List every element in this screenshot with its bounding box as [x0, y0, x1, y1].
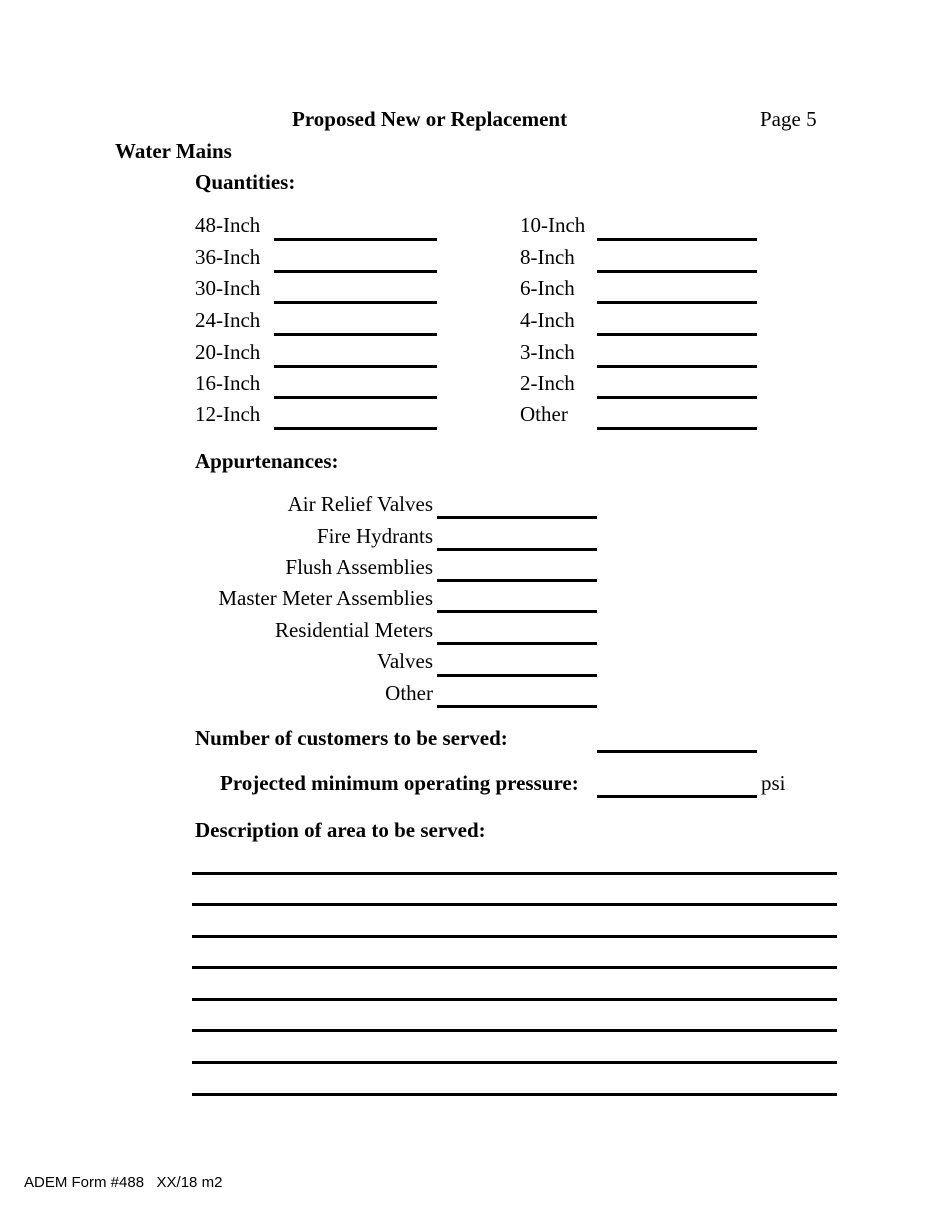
quantity-8-inch-field[interactable] [597, 270, 757, 273]
quantity-label: 48-Inch [195, 213, 261, 237]
pressure-unit: psi [761, 771, 786, 795]
quantity-label: 10-Inch [520, 213, 586, 237]
pressure-field[interactable] [597, 795, 757, 798]
appurtenance-label: Air Relief Valves [287, 492, 433, 516]
description-label: Description of area to be served: [195, 818, 486, 842]
quantity-label: 12-Inch [195, 402, 261, 426]
pressure-label: Projected minimum operating pressure: [220, 771, 579, 795]
appurtenance-label: Residential Meters [274, 618, 433, 642]
quantity-label: 3-Inch [520, 340, 575, 364]
quantity-30-inch-field[interactable] [274, 301, 437, 304]
quantity-label: Other [520, 402, 568, 426]
flush-assemblies-field[interactable] [437, 579, 597, 582]
quantity-label: 30-Inch [195, 276, 261, 300]
quantity-6-inch-field[interactable] [597, 301, 757, 304]
appurtenance-label: Master Meter Assemblies [218, 586, 433, 610]
description-line[interactable] [192, 998, 837, 1001]
page-title: Proposed New or Replacement [292, 107, 568, 131]
quantity-label: 20-Inch [195, 340, 261, 364]
appurtenance-label: Valves [377, 649, 433, 673]
appurtenance-label: Flush Assemblies [285, 555, 433, 579]
master-meter-assemblies-field[interactable] [437, 610, 597, 613]
quantity-20-inch-field[interactable] [274, 365, 437, 368]
residential-meters-field[interactable] [437, 642, 597, 645]
description-line[interactable] [192, 1061, 837, 1064]
appurtenance-label: Other [385, 681, 433, 705]
quantity-16-inch-field[interactable] [274, 396, 437, 399]
appurtenance-other-field[interactable] [437, 705, 597, 708]
quantity-48-inch-field[interactable] [274, 238, 437, 241]
description-line[interactable] [192, 1093, 837, 1096]
quantity-10-inch-field[interactable] [597, 238, 757, 241]
quantity-36-inch-field[interactable] [274, 270, 437, 273]
quantity-3-inch-field[interactable] [597, 365, 757, 368]
customers-label: Number of customers to be served: [195, 726, 508, 750]
appurtenance-label: Fire Hydrants [316, 524, 433, 548]
quantity-label: 2-Inch [520, 371, 575, 395]
section-title: Water Mains [115, 139, 232, 163]
quantity-4-inch-field[interactable] [597, 333, 757, 336]
quantity-other-field[interactable] [597, 427, 757, 430]
page-number: Page 5 [760, 107, 817, 131]
quantity-label: 6-Inch [520, 276, 575, 300]
fire-hydrants-field[interactable] [437, 548, 597, 551]
quantity-label: 16-Inch [195, 371, 261, 395]
description-line[interactable] [192, 903, 837, 906]
air-relief-valves-field[interactable] [437, 516, 597, 519]
quantity-12-inch-field[interactable] [274, 427, 437, 430]
description-line[interactable] [192, 1029, 837, 1032]
quantities-heading: Quantities: [195, 170, 296, 194]
customers-field[interactable] [597, 750, 757, 753]
description-line[interactable] [192, 966, 837, 969]
description-line[interactable] [192, 872, 837, 875]
quantity-2-inch-field[interactable] [597, 396, 757, 399]
valves-field[interactable] [437, 674, 597, 677]
quantity-label: 4-Inch [520, 308, 575, 332]
description-line[interactable] [192, 935, 837, 938]
quantity-label: 24-Inch [195, 308, 261, 332]
appurtenances-heading: Appurtenances: [195, 449, 339, 473]
quantity-label: 8-Inch [520, 245, 575, 269]
quantity-label: 36-Inch [195, 245, 261, 269]
quantity-24-inch-field[interactable] [274, 333, 437, 336]
form-footer: ADEM Form #488 XX/18 m2 [24, 1174, 223, 1191]
